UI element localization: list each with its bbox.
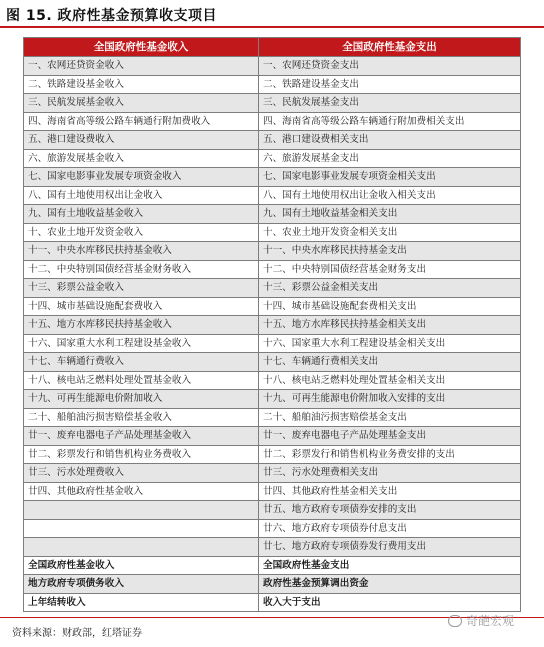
figure-title: 图 15. 政府性基金预算收支项目 — [6, 8, 218, 24]
header-expenditure: 全国政府性基金支出 — [259, 38, 521, 57]
expenditure-cell: 全国政府性基金支出 — [259, 556, 521, 575]
table-row — [24, 279, 521, 298]
expenditure-cell: 二十、船舶油污损害赔偿基金支出 — [259, 408, 521, 427]
table-row — [24, 75, 521, 94]
table-row — [24, 482, 521, 501]
table-row — [24, 242, 521, 261]
income-cell: 三、民航发展基金收入 — [24, 94, 259, 113]
income-cell: 十九、可再生能源电价附加收入 — [24, 390, 259, 409]
expenditure-cell: 十一、中央水库移民扶持基金支出 — [259, 242, 521, 261]
summary-row — [24, 556, 521, 575]
expenditure-cell: 一、农网还贷资金支出 — [259, 57, 521, 76]
expenditure-cell: 九、国有土地收益基金相关支出 — [259, 205, 521, 224]
table-row — [24, 538, 521, 557]
income-cell: 廿四、其他政府性基金收入 — [24, 482, 259, 501]
table-row — [24, 334, 521, 353]
summary-row — [24, 593, 521, 612]
watermark-text: 奇葩宏观 — [466, 614, 515, 628]
expenditure-cell: 收入大于支出 — [259, 593, 521, 612]
table-row — [24, 445, 521, 464]
income-cell: 廿一、废弃电器电子产品处理基金收入 — [24, 427, 259, 446]
income-cell — [24, 519, 259, 538]
expenditure-cell: 七、国家电影事业发展专项资金相关支出 — [259, 168, 521, 187]
expenditure-cell: 十九、可再生能源电价附加收入安排的支出 — [259, 390, 521, 409]
summary-row — [24, 575, 521, 594]
income-cell: 上年结转收入 — [24, 593, 259, 612]
expenditure-cell: 十四、城市基础设施配套费相关支出 — [259, 297, 521, 316]
income-cell: 廿三、污水处理费收入 — [24, 464, 259, 483]
header-income: 全国政府性基金收入 — [24, 38, 259, 57]
income-cell: 十一、中央水库移民扶持基金收入 — [24, 242, 259, 261]
income-cell: 七、国家电影事业发展专项资金收入 — [24, 168, 259, 187]
income-cell: 十七、车辆通行费收入 — [24, 353, 259, 372]
table-row — [24, 112, 521, 131]
income-cell — [24, 501, 259, 520]
table-row — [24, 353, 521, 372]
table-row — [24, 519, 521, 538]
table-row — [24, 131, 521, 150]
expenditure-cell: 四、海南省高等级公路车辆通行附加费相关支出 — [259, 112, 521, 131]
income-cell: 十八、核电站乏燃料处理处置基金收入 — [24, 371, 259, 390]
table-row — [24, 501, 521, 520]
income-cell: 十三、彩票公益金收入 — [24, 279, 259, 298]
expenditure-cell: 十三、彩票公益金相关支出 — [259, 279, 521, 298]
source-note: 资料来源：财政部，红塔证券 — [12, 628, 142, 639]
income-cell: 二十、船舶油污损害赔偿基金收入 — [24, 408, 259, 427]
expenditure-cell: 十八、核电站乏燃料处理处置基金相关支出 — [259, 371, 521, 390]
income-cell: 十四、城市基础设施配套费收入 — [24, 297, 259, 316]
expenditure-cell: 十七、车辆通行费相关支出 — [259, 353, 521, 372]
income-cell: 十、农业土地开发资金收入 — [24, 223, 259, 242]
table-body — [24, 57, 521, 612]
figure-title-bar — [0, 0, 544, 28]
table-row — [24, 371, 521, 390]
table-row — [24, 168, 521, 187]
income-cell: 十五、地方水库移民扶持基金收入 — [24, 316, 259, 335]
income-cell: 十六、国家重大水利工程建设基金收入 — [24, 334, 259, 353]
income-cell: 廿二、彩票发行和销售机构业务费收入 — [24, 445, 259, 464]
table-header-row — [24, 38, 521, 57]
income-cell: 二、铁路建设基金收入 — [24, 75, 259, 94]
table-row — [24, 149, 521, 168]
expenditure-cell: 廿七、地方政府专项债券发行费用支出 — [259, 538, 521, 557]
income-cell: 六、旅游发展基金收入 — [24, 149, 259, 168]
expenditure-cell: 十二、中央特别国债经营基金财务支出 — [259, 260, 521, 279]
table-row — [24, 94, 521, 113]
expenditure-cell: 五、港口建设费相关支出 — [259, 131, 521, 150]
table-row — [24, 297, 521, 316]
income-cell: 一、农网还贷资金收入 — [24, 57, 259, 76]
expenditure-cell: 廿四、其他政府性基金相关支出 — [259, 482, 521, 501]
fund-budget-table — [23, 37, 521, 612]
table-row — [24, 427, 521, 446]
expenditure-cell: 三、民航发展基金支出 — [259, 94, 521, 113]
expenditure-cell: 十五、地方水库移民扶持基金相关支出 — [259, 316, 521, 335]
expenditure-cell: 廿一、废弃电器电子产品处理基金支出 — [259, 427, 521, 446]
table-row — [24, 408, 521, 427]
table-row — [24, 464, 521, 483]
income-cell — [24, 538, 259, 557]
table-row — [24, 223, 521, 242]
watermark — [448, 612, 514, 629]
expenditure-cell: 二、铁路建设基金支出 — [259, 75, 521, 94]
income-cell: 九、国有土地收益基金收入 — [24, 205, 259, 224]
income-cell: 十二、中央特别国债经营基金财务收入 — [24, 260, 259, 279]
expenditure-cell: 十、农业土地开发资金相关支出 — [259, 223, 521, 242]
expenditure-cell: 十六、国家重大水利工程建设基金相关支出 — [259, 334, 521, 353]
expenditure-cell: 廿五、地方政府专项债券安排的支出 — [259, 501, 521, 520]
income-cell: 五、港口建设费收入 — [24, 131, 259, 150]
income-cell: 八、国有土地使用权出让金收入 — [24, 186, 259, 205]
wechat-icon — [448, 615, 462, 627]
expenditure-cell: 八、国有土地使用权出让金收入相关支出 — [259, 186, 521, 205]
table-row — [24, 390, 521, 409]
table-row — [24, 316, 521, 335]
expenditure-cell: 廿六、地方政府专项债券付息支出 — [259, 519, 521, 538]
expenditure-cell: 六、旅游发展基金支出 — [259, 149, 521, 168]
table-row — [24, 186, 521, 205]
table-row — [24, 260, 521, 279]
income-cell: 地方政府专项债务收入 — [24, 575, 259, 594]
expenditure-cell: 廿二、彩票发行和销售机构业务费安排的支出 — [259, 445, 521, 464]
income-cell: 四、海南省高等级公路车辆通行附加费收入 — [24, 112, 259, 131]
table-row — [24, 205, 521, 224]
income-cell: 全国政府性基金收入 — [24, 556, 259, 575]
table-row — [24, 57, 521, 76]
expenditure-cell: 廿三、污水处理费相关支出 — [259, 464, 521, 483]
expenditure-cell: 政府性基金预算调出资金 — [259, 575, 521, 594]
